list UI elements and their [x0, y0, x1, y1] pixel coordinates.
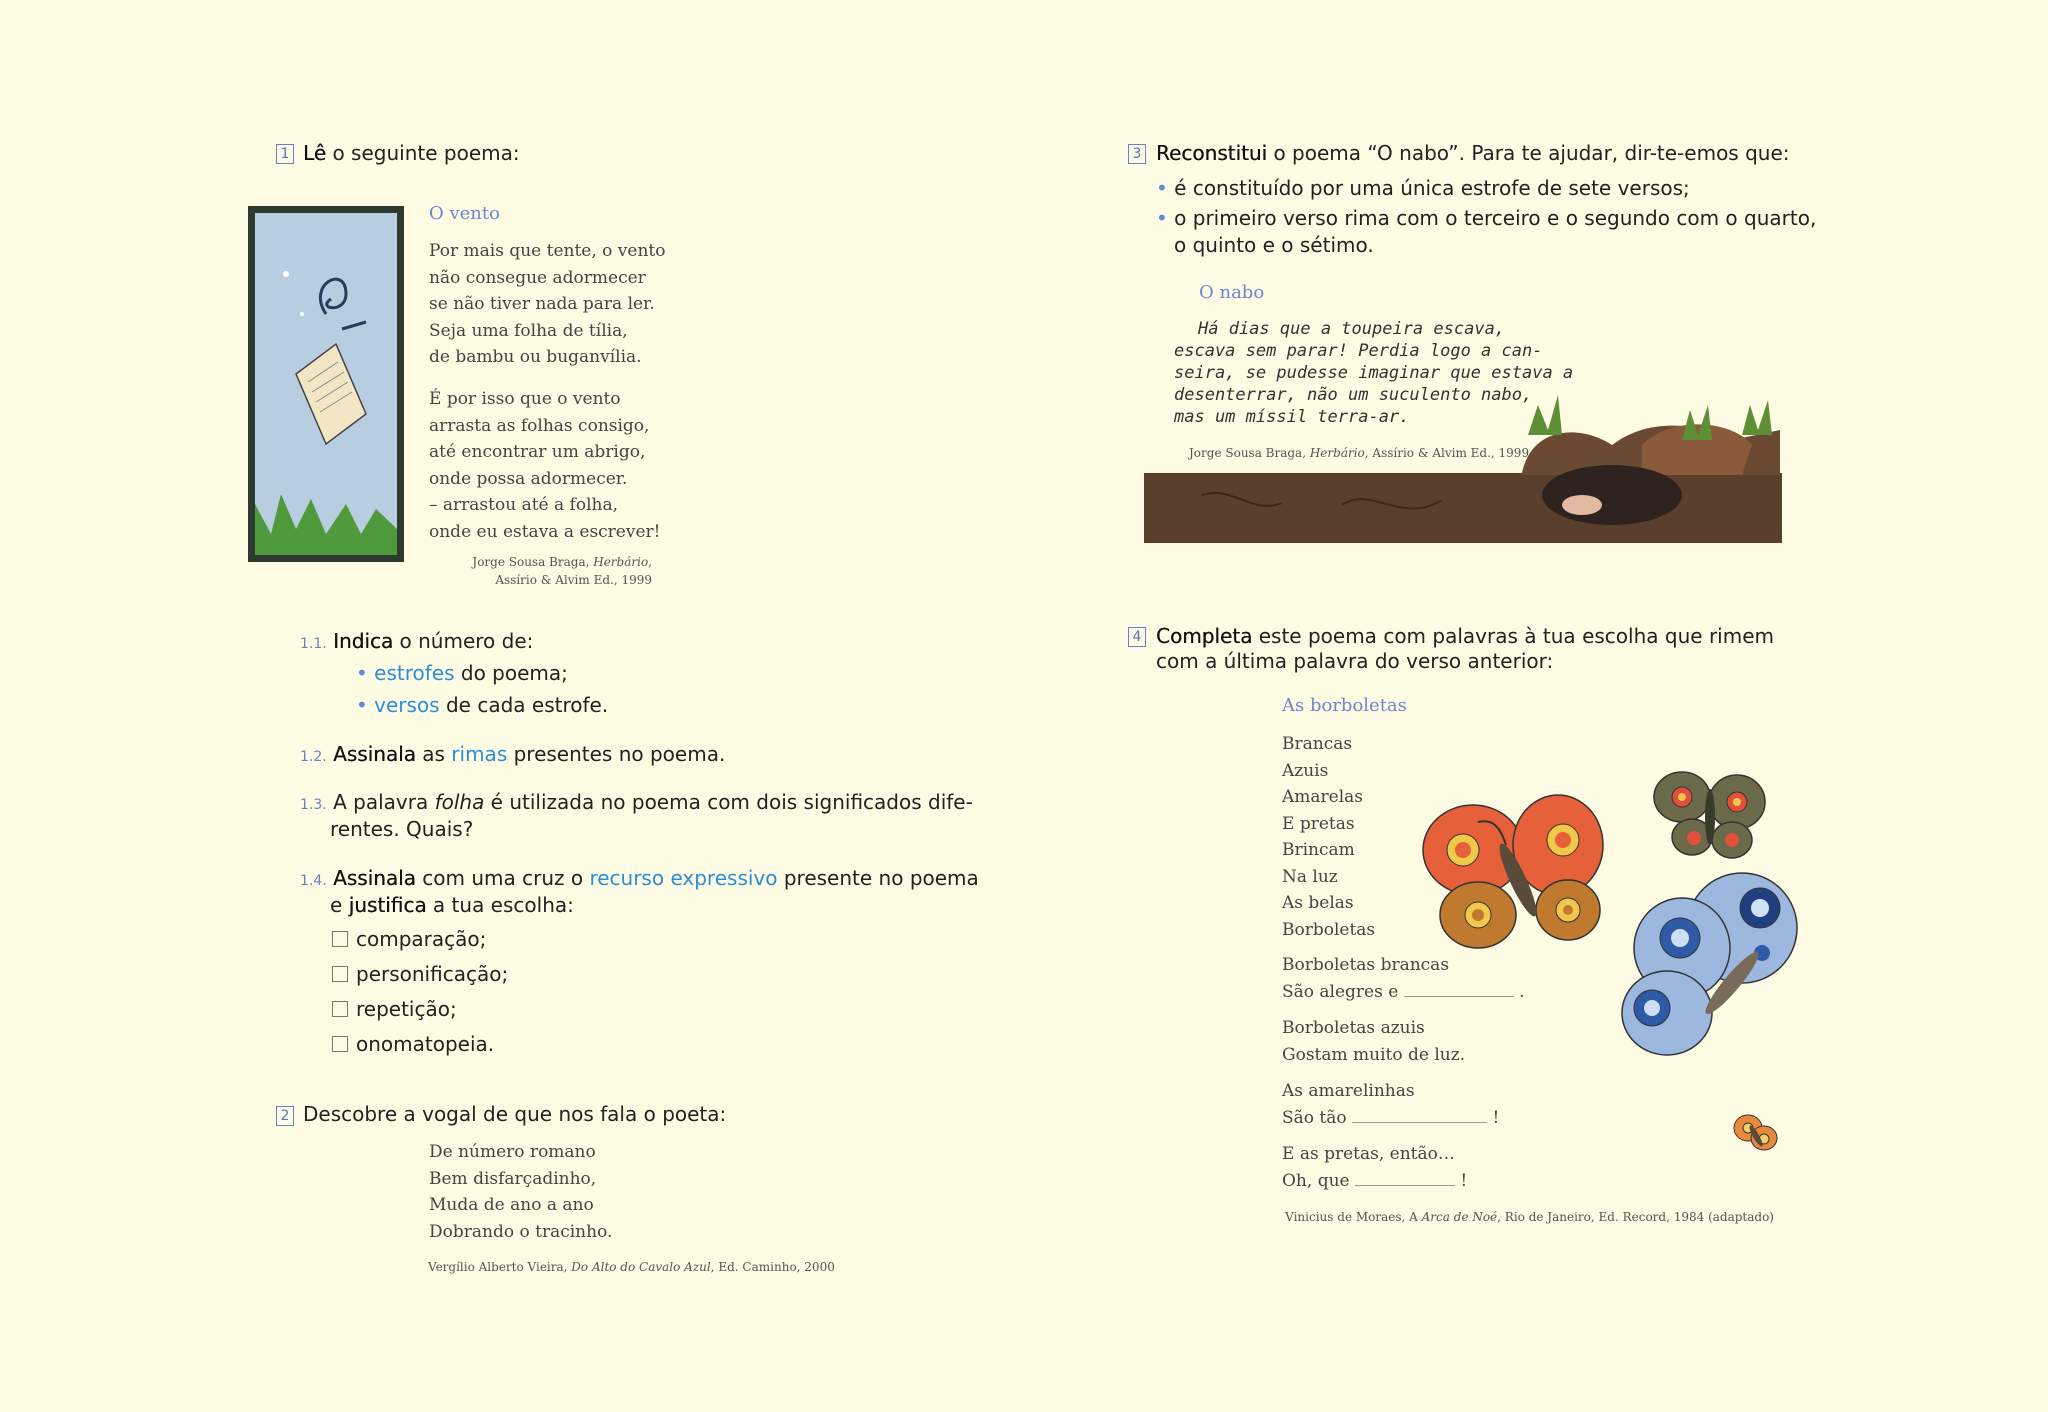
poem-line: É por isso que o vento	[429, 389, 621, 409]
poem-line: Bem disfarçadinho,	[429, 1168, 597, 1189]
exercise-3-number: 3	[1128, 144, 1146, 164]
answer-blank[interactable]	[1404, 980, 1514, 997]
checkbox[interactable]	[332, 1001, 348, 1017]
question-1-3-line2: rentes. Quais?	[330, 817, 474, 841]
poem-line: De número romano	[429, 1142, 596, 1162]
poem-line: onde possa adormecer.	[429, 468, 628, 489]
poem-line: se não tiver nada para ler.	[429, 294, 655, 314]
hand-line: escava sem parar! Perdia logo a can-	[1174, 341, 1543, 361]
butterflies-stanza-5: E as pretas, então… Oh, que !	[1282, 1144, 1468, 1191]
answer-blank[interactable]	[1352, 1106, 1487, 1123]
poem-line: até encontrar um abrigo,	[429, 442, 646, 462]
option-item[interactable]: personificação;	[332, 961, 508, 996]
poem-line: onde eu estava a escrever!	[429, 521, 661, 542]
riddle-source: Vergílio Alberto Vieira, Do Alto do Cavalo Azul, Ed. Caminho, 2000	[428, 1260, 835, 1274]
butterflies-stanza-1	[1282, 731, 1375, 943]
riddle-poem	[429, 1139, 612, 1245]
exercise-4-instruction-line2: com a última palavra do verso anterior:	[1156, 649, 1554, 673]
small-butterfly-icon	[1726, 1108, 1782, 1158]
hand-line: Há dias que a toupeira escava,	[1198, 319, 1506, 339]
poem-source: Jorge Sousa Braga, Herbário, Assírio & Alvim Ed., 1999	[472, 555, 652, 587]
butterflies-stanza-3: Borboletas azuis Gostam muito de luz.	[1282, 1018, 1466, 1065]
orange-butterfly-icon	[1418, 790, 1608, 955]
option-item[interactable]: comparação;	[332, 926, 508, 961]
poem-title: As borboletas	[1282, 695, 1407, 716]
poem-line: As belas	[1282, 893, 1354, 913]
hand-line: seira, se pudesse imaginar que estava a	[1174, 363, 1574, 383]
gray-butterfly-icon	[1652, 762, 1770, 860]
checkbox[interactable]	[332, 931, 348, 947]
poem-line: E pretas	[1282, 813, 1355, 834]
exercise-4-number: 4	[1128, 627, 1146, 647]
bullet-item: • o primeiro verso rima com o terceiro e o segundo com o quarto,	[1156, 206, 1817, 230]
bullet-item: • é constituído por uma única estrofe de sete versos;	[1156, 176, 1690, 200]
poem-line: Seja uma folha de tília,	[429, 320, 628, 341]
wind-letter-illustration	[246, 204, 406, 564]
nabo-source: Jorge Sousa Braga, Herbário, Assírio & Alvim Ed., 1999	[1189, 446, 1530, 460]
poem-line: Muda de ano a ano	[429, 1195, 594, 1215]
poem-line: – arrastou até a folha,	[429, 495, 618, 515]
option-item[interactable]: repetição;	[332, 996, 508, 1031]
poem-line: Por mais que tente, o vento	[429, 241, 666, 261]
exercise-2-number: 2	[276, 1106, 294, 1126]
poem-stanza-1	[429, 238, 666, 371]
options-list	[332, 926, 508, 1066]
blue-butterfly-icon	[1612, 868, 1812, 1068]
poem-line: não consegue adormecer	[429, 267, 646, 288]
poem-line: Azuis	[1282, 760, 1329, 781]
option-item[interactable]: onomatopeia.	[332, 1031, 508, 1066]
exercise-3-bullets	[1156, 175, 1816, 259]
butterflies-stanza-4: As amarelinhas São tão !	[1282, 1081, 1500, 1128]
poem-line: Brancas	[1282, 734, 1353, 754]
checkbox[interactable]	[332, 966, 348, 982]
hand-line: mas um míssil terra-ar.	[1174, 407, 1410, 427]
poem-title: O vento	[429, 203, 500, 224]
mole-underground-illustration	[1142, 385, 1784, 547]
poem-line: Dobrando o tracinho.	[429, 1221, 613, 1242]
exercise-1-instruction: Lê o seguinte poema:	[303, 141, 520, 165]
checkbox[interactable]	[332, 1036, 348, 1052]
exercise-2-instruction: Descobre a vogal de que nos fala o poeta:	[303, 1102, 727, 1126]
butterflies-source: Vinicius de Moraes, A Arca de Noé, Rio de Janeiro, Ed. Record, 1984 (adaptado)	[1285, 1210, 1774, 1224]
poem-line: Brincam	[1282, 840, 1355, 860]
question-1-1-bullets	[356, 660, 608, 719]
poem-line: de bambu ou buganvília.	[429, 347, 642, 367]
butterflies-stanza-2: Borboletas brancas São alegres e .	[1282, 955, 1525, 1002]
hand-line: desenterrar, não um suculento nabo,	[1174, 385, 1533, 405]
poem-line: arrasta as folhas consigo,	[429, 415, 650, 436]
question-1-4-line2: e justifica a tua escolha:	[330, 893, 574, 917]
bullet-item: • estrofes do poema;	[356, 661, 568, 685]
poem-title: O nabo	[1199, 282, 1265, 303]
exercise-4-instruction: Completa este poema com palavras à tua escolha que rimem	[1156, 624, 1774, 648]
bullet-item-cont: o quinto e o sétimo.	[1174, 233, 1374, 257]
question-1-4: 1.4. Assinala com uma cruz o recurso expressivo presente no poema	[300, 866, 979, 890]
question-1-3: 1.3. A palavra folha é utilizada no poema com dois significados dife-	[300, 790, 973, 814]
answer-blank[interactable]	[1355, 1169, 1455, 1186]
exercise-1-number: 1	[276, 144, 294, 164]
poem-line: Na luz	[1282, 866, 1338, 887]
poem-stanza-2	[429, 386, 661, 545]
poem-line: Borboletas	[1282, 919, 1376, 940]
bullet-item: • versos de cada estrofe.	[356, 693, 609, 717]
poem-line: Amarelas	[1282, 787, 1364, 807]
question-1-2: 1.2. Assinala as rimas presentes no poema.	[300, 742, 726, 766]
question-1-1: 1.1. Indica o número de:	[300, 629, 534, 653]
exercise-3-instruction: Reconstitui o poema “O nabo”. Para te ajudar, dir-te-emos que:	[1156, 141, 1790, 165]
